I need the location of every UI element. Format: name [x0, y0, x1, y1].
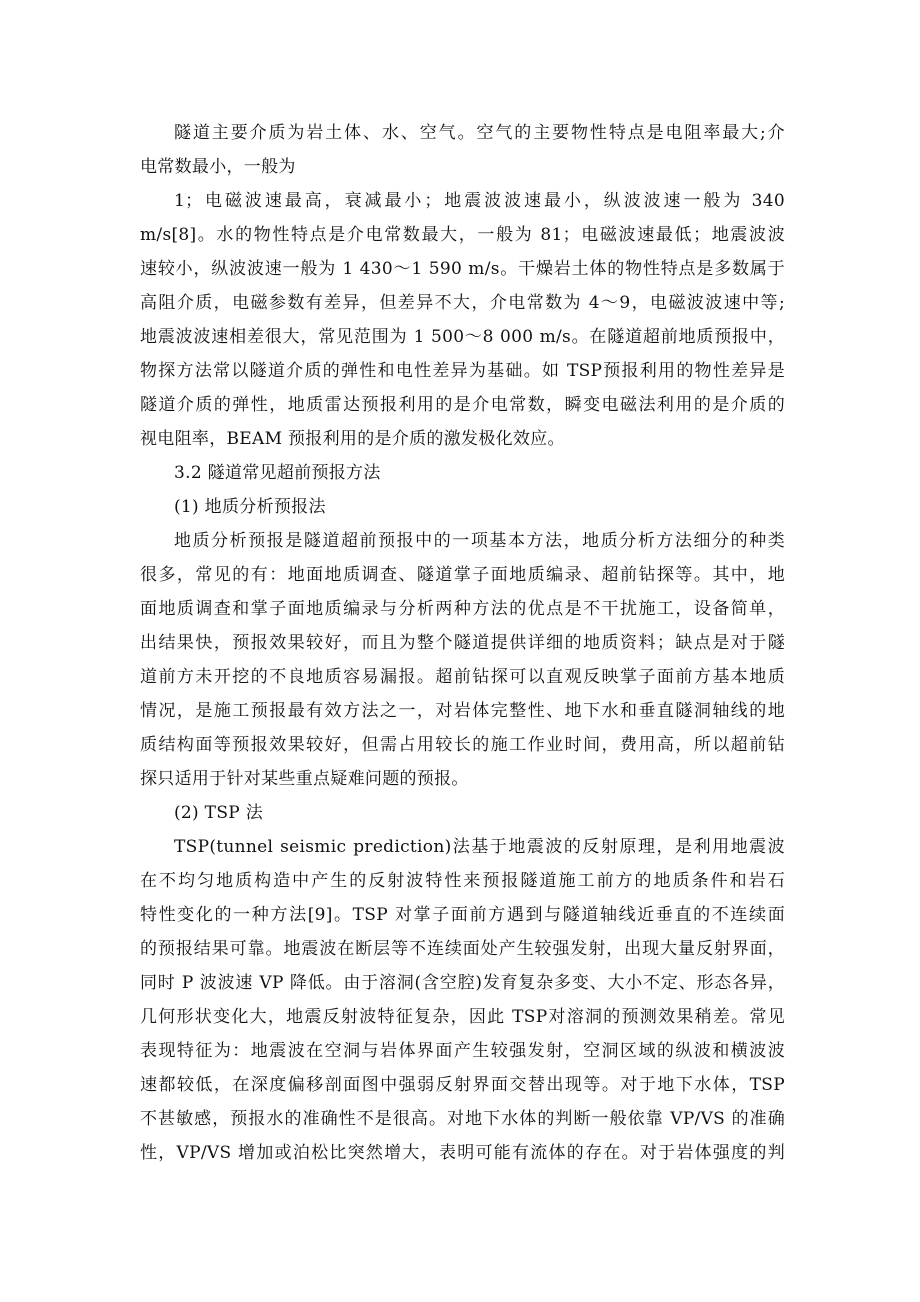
paragraph-line: 高阻介质，电磁参数有差异，但差异不大，介电常数为 4～9，电磁波波速中等;	[140, 293, 785, 313]
paragraph-line: 很多，常见的有：地面地质调查、隧道掌子面地质编录、超前钻探等。其中，地	[140, 565, 785, 585]
paragraph-line: 1；电磁波速最高，衰减最小；地震波波速最小，纵波波速一般为 340	[174, 191, 785, 211]
paragraph-line: 物探方法常以隧道介质的弹性和电性差异为基础。如 TSP预报利用的物性差异是	[140, 361, 785, 381]
paragraph-line: 情况，是施工预报最有效方法之一，对岩体完整性、地下水和垂直隧洞轴线的地	[140, 701, 785, 721]
paragraph-line: 几何形状变化大，地震反射波特征复杂，因此 TSP对溶洞的预测效果稍差。常见	[140, 1007, 785, 1027]
paragraph-line: 特性变化的一种方法[9]。TSP 对掌子面前方遇到与隧道轴线近垂直的不连续面	[140, 905, 785, 925]
paragraph-line: 道前方未开挖的不良地质容易漏报。超前钻探可以直观反映掌子面前方基本地质	[140, 667, 785, 687]
section-heading: 3.2 隧道常见超前预报方法	[174, 463, 381, 483]
paragraph-line: 出结果快，预报效果较好，而且为整个隧道提供详细的地质资料；缺点是对于隧	[140, 633, 785, 653]
paragraph-line: TSP(tunnel seismic prediction)法基于地震波的反射原理，是利用地震波	[174, 837, 785, 857]
section-heading: (2) TSP 法	[174, 803, 264, 823]
paragraph-line: 隧道介质的弹性，地质雷达预报利用的是介电常数，瞬变电磁法利用的是介质的	[140, 395, 785, 415]
paragraph-line: m/s[8]。水的物性特点是介电常数最大，一般为 81；电磁波速最低；地震波波	[140, 225, 785, 245]
paragraph-line: 隧道主要介质为岩土体、水、空气。空气的主要物性特点是电阻率最大;介	[174, 123, 785, 143]
paragraph-line: 不甚敏感，预报水的准确性不是很高。对地下水体的判断一般依靠 VP/VS 的准确	[140, 1109, 785, 1129]
paragraph-line: 同时 P 波波速 VP 降低。由于溶洞(含空腔)发育复杂多变、大小不定、形态各异，	[140, 973, 785, 993]
paragraph-line: 在不均匀地质构造中产生的反射波特性来预报隧道施工前方的地质条件和岩石	[140, 871, 785, 891]
paragraph-line: 电常数最小，一般为	[140, 157, 296, 177]
paragraph-line: 表现特征为：地震波在空洞与岩体界面产生较强发射，空洞区域的纵波和横波波	[140, 1041, 785, 1061]
paragraph-line: 质结构面等预报效果较好，但需占用较长的施工作业时间，费用高，所以超前钻	[140, 735, 785, 755]
document-page	[140, 116, 785, 1170]
paragraph-line: 面地质调查和掌子面地质编录与分析两种方法的优点是不干扰施工，设备简单，	[140, 599, 785, 619]
paragraph-line: 视电阻率，BEAM 预报利用的是介质的激发极化效应。	[140, 429, 565, 449]
paragraph-line: 速都较低，在深度偏移剖面图中强弱反射界面交替出现等。对于地下水体，TSP	[140, 1075, 785, 1095]
section-heading: (1) 地质分析预报法	[174, 497, 326, 517]
paragraph-line: 地震波波速相差很大，常见范围为 1 500～8 000 m/s。在隧道超前地质预报中，	[140, 327, 785, 347]
paragraph-line: 的预报结果可靠。地震波在断层等不连续面处产生较强发射，出现大量反射界面，	[140, 939, 785, 959]
paragraph-line: 地质分析预报是隧道超前预报中的一项基本方法，地质分析方法细分的种类	[174, 531, 785, 551]
paragraph-line: 速较小，纵波波速一般为 1 430～1 590 m/s。干燥岩土体的物性特点是多数属于	[140, 259, 785, 279]
paragraph-line: 探只适用于针对某些重点疑难问题的预报。	[140, 769, 469, 789]
paragraph-line: 性，VP/VS 增加或泊松比突然增大，表明可能有流体的存在。对于岩体强度的判	[140, 1143, 785, 1163]
